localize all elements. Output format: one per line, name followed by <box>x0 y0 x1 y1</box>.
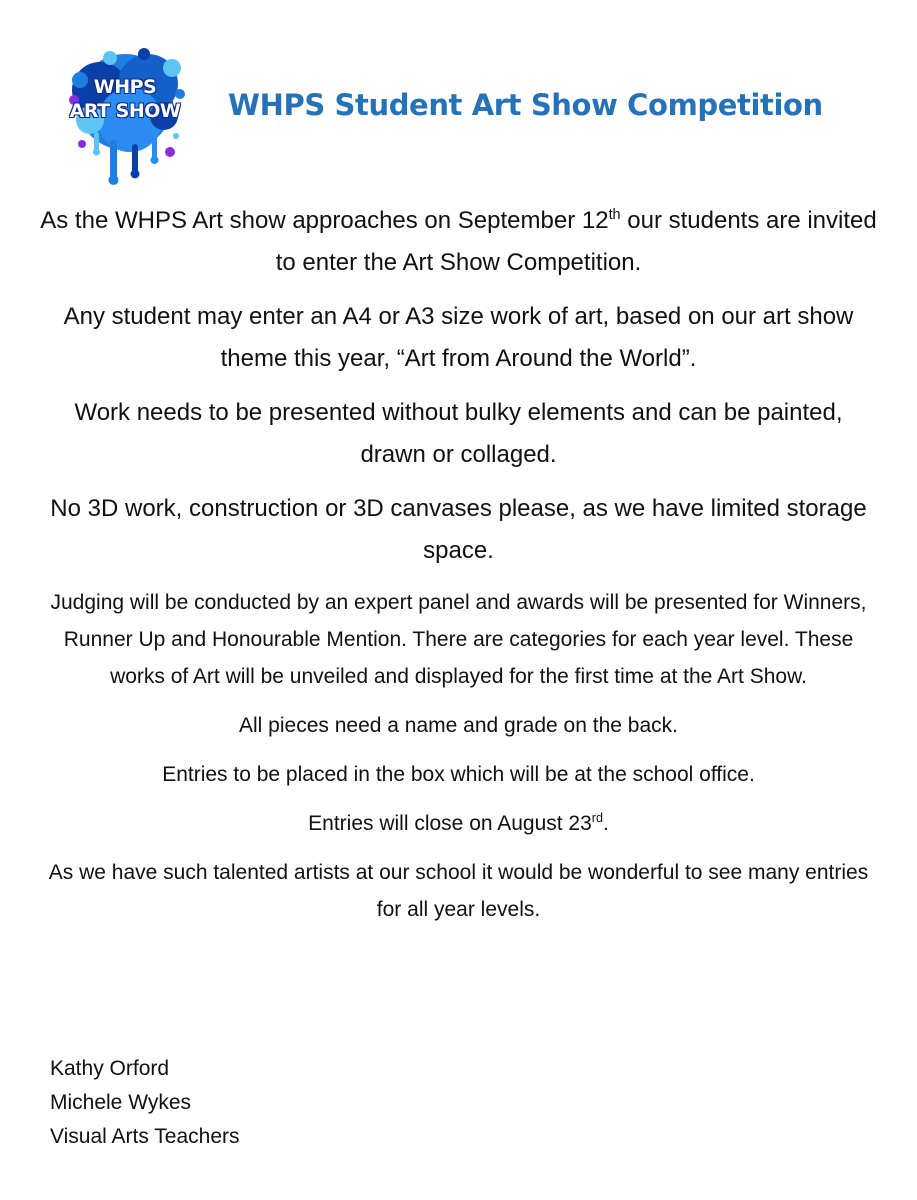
paragraph-entry-box: Entries to be placed in the box which will be at the school office. <box>162 763 755 786</box>
paragraph-encouragement: As we have such talented artists at our school it would be wonderful to see many entries for all year levels. <box>48 861 869 921</box>
paragraph-name-grade: All pieces need a name and grade on the back. <box>239 714 678 737</box>
paragraph-closing-date <box>40 805 877 842</box>
paragraph-art-show-date-text-end: our students are invited to enter the Art Show Competition. <box>275 207 877 276</box>
document-body <box>40 200 877 940</box>
paragraph-judging: Judging will be conducted by an expert panel and awards will be presented for Winners, Runner Up and Honourable Mention. There are categories for each year level. These works of Art will be unveiled and displayed for the first time at the Art Show. <box>50 591 867 688</box>
page-title: WHPS Student Art Show Competition <box>228 88 823 122</box>
logo-text-line2: ART SHOW <box>69 100 181 122</box>
document-header <box>0 0 917 200</box>
art-show-logo <box>60 40 190 190</box>
paragraph-entry-size: Any student may enter an A4 or A3 size work of art, based on our art show theme this year, “Art from Around the World”. <box>63 303 854 372</box>
paragraph-closing-date-text-end: . <box>603 812 609 835</box>
ordinal-suffix: th <box>608 207 621 223</box>
signature-block <box>50 1052 240 1154</box>
paragraph-closing-date-text: Entries will close on August 23 <box>308 812 592 835</box>
ordinal-suffix: rd <box>591 811 603 825</box>
paragraph-art-show-date-text: As the WHPS Art show approaches on September 12 <box>40 207 609 234</box>
paragraph-no-3d: No 3D work, construction or 3D canvases please, as we have limited storage space. <box>50 495 867 564</box>
paragraph-presentation: Work needs to be presented without bulky elements and can be painted, drawn or collaged. <box>74 399 843 468</box>
logo-text-line1: WHPS <box>93 76 157 98</box>
paragraph-art-show-date <box>40 200 877 284</box>
signature-name-1: Kathy Orford <box>50 1057 170 1080</box>
signature-name-2: Michele Wykes <box>50 1091 192 1114</box>
signature-role: Visual Arts Teachers <box>50 1125 240 1148</box>
